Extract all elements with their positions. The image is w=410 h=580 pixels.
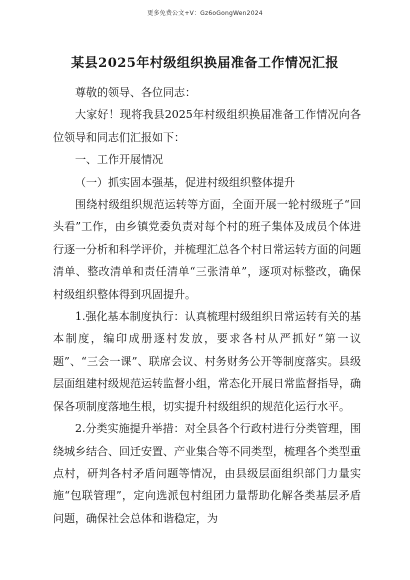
subsection-heading: （一）抓实固本强基，促进村级组织整体提升 [75,175,295,189]
body-paragraph-2: 1.强化基本制度执行：认真梳理村级组织日常运转有关的基本制度，编印成册逐村发放，要求各村从严抓好“第一议题”、“三会一课”、联席会议、村务财务公开等制度落实。县级层面组建村级规范运转监督小组，常态化开展日常监督指导，确保各项制度落地生根，切实提升村级组织的规范化运行水平。 [53,310,361,413]
document-title: 某县2025年村级组织换届准备工作情况汇报 [71,56,339,71]
salutation: 尊敬的领导、各位同志： [75,86,196,99]
watermark-text: 更多免费公文+V：Gz6oGongWen2024 [147,10,263,17]
document-body [53,82,361,530]
body-paragraph-1: 围绕村级组织规范运转等方面，全面开展一轮村级班子“回头看”工作，由乡镇党委负责对每个村的班子集体及成员个体进行逐一分析和科学评价，并梳理汇总各个村日常运转方面的问题清单、整改清单和责任清单“三张清单”，逐项对标整改，确保村级组织整体得到巩固提升。 [53,198,361,301]
body-paragraph-3: 2.分类实施提升举措：对全县各个行政村进行分类管理，围绕城乡结合、回迁安置、产业集合等不同类型，梳理各个类型重点村，研判各村矛盾问题等情况，由县级层面组织部门力量实施“包联管理”，定向选派包村组团力量帮助化解各类基层矛盾问题，确保社会总体和谐稳定，为 [53,422,361,525]
section-heading: 一、工作开展情况 [75,153,163,167]
intro-paragraph: 大家好！现将我县2025年村级组织换届准备工作情况向各位领导和同志们汇报如下： [53,108,361,144]
